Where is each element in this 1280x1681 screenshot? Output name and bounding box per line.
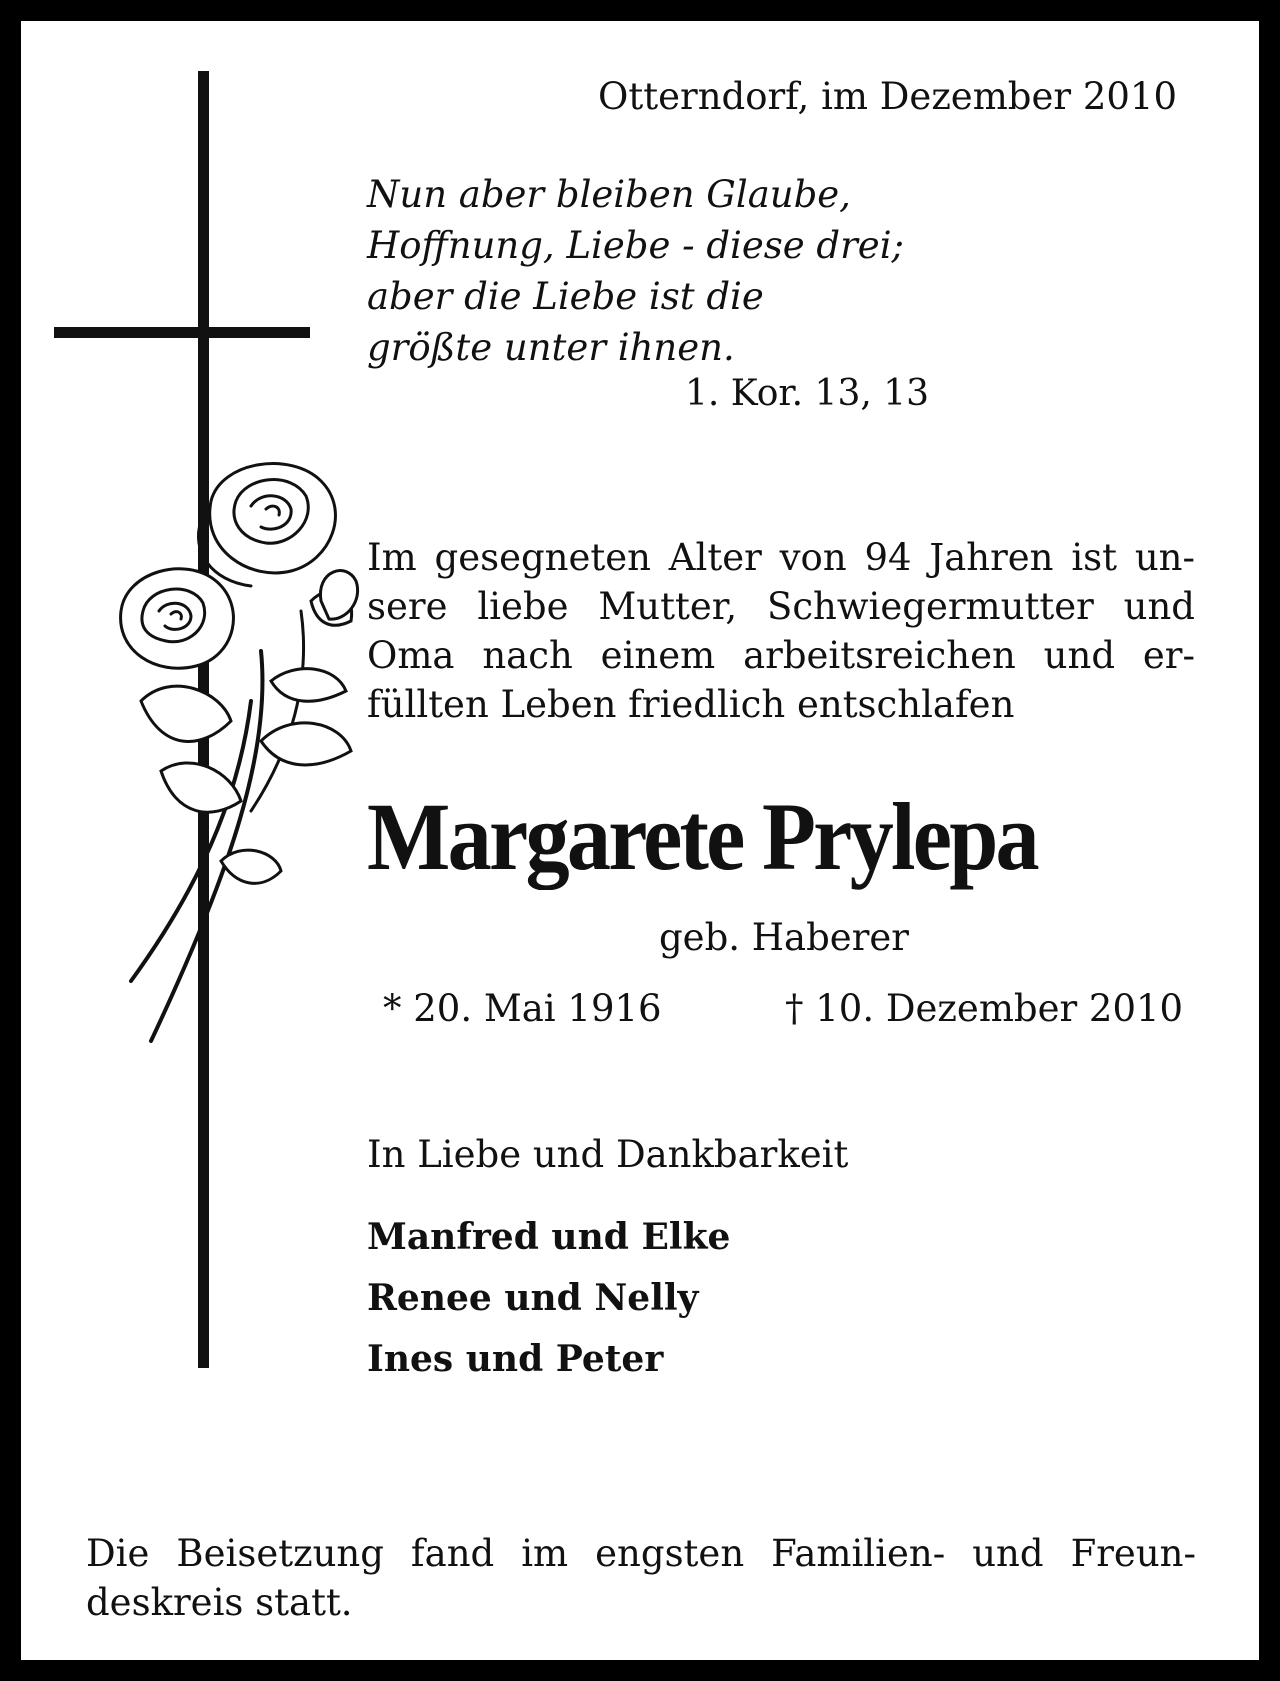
burial-line: Die Beisetzung fand im engsten Familien- und Freun- — [86, 1532, 1196, 1575]
verse-reference: 1. Kor. 13, 13 — [685, 373, 930, 414]
birth-date: * 20. Mai 1916 — [383, 987, 662, 1030]
announcement-text — [367, 533, 1195, 729]
announcement-line: sere liebe Mutter, Schwiegermutter und — [367, 585, 1195, 628]
obituary-notice — [21, 21, 1259, 1660]
mourner-names: Ines und Peter — [367, 1338, 664, 1380]
death-date: † 10. Dezember 2010 — [785, 987, 1184, 1030]
verse-line: Nun aber bleiben Glaube, — [367, 173, 851, 216]
roses-illustration — [101, 451, 381, 1051]
deceased-name: Margarete Prylepa — [367, 783, 1037, 890]
mourner-names: Manfred und Elke — [367, 1216, 731, 1258]
place-date: Otterndorf, im Dezember 2010 — [598, 75, 1177, 118]
mourner-names: Renee und Nelly — [367, 1277, 699, 1319]
cross-icon-crossbar — [54, 327, 310, 338]
verse-line: größte unter ihnen. — [367, 326, 735, 369]
thanks-line: In Liebe und Dankbarkeit — [367, 1133, 849, 1176]
announcement-line: Im gesegneten Alter von 94 Jahren ist un- — [367, 536, 1195, 579]
verse-line: aber die Liebe ist die — [367, 275, 764, 318]
verse-line: Hoffnung, Liebe - diese drei; — [367, 224, 904, 267]
burial-line: deskreis statt. — [86, 1581, 353, 1624]
burial-note — [86, 1529, 1196, 1627]
announcement-line: füllten Leben friedlich entschlafen — [367, 683, 1015, 726]
maiden-name: geb. Haberer — [659, 916, 909, 959]
bible-verse — [367, 169, 904, 373]
mourners-list — [367, 1207, 730, 1390]
announcement-line: Oma nach einem arbeitsreichen und er- — [367, 634, 1195, 677]
